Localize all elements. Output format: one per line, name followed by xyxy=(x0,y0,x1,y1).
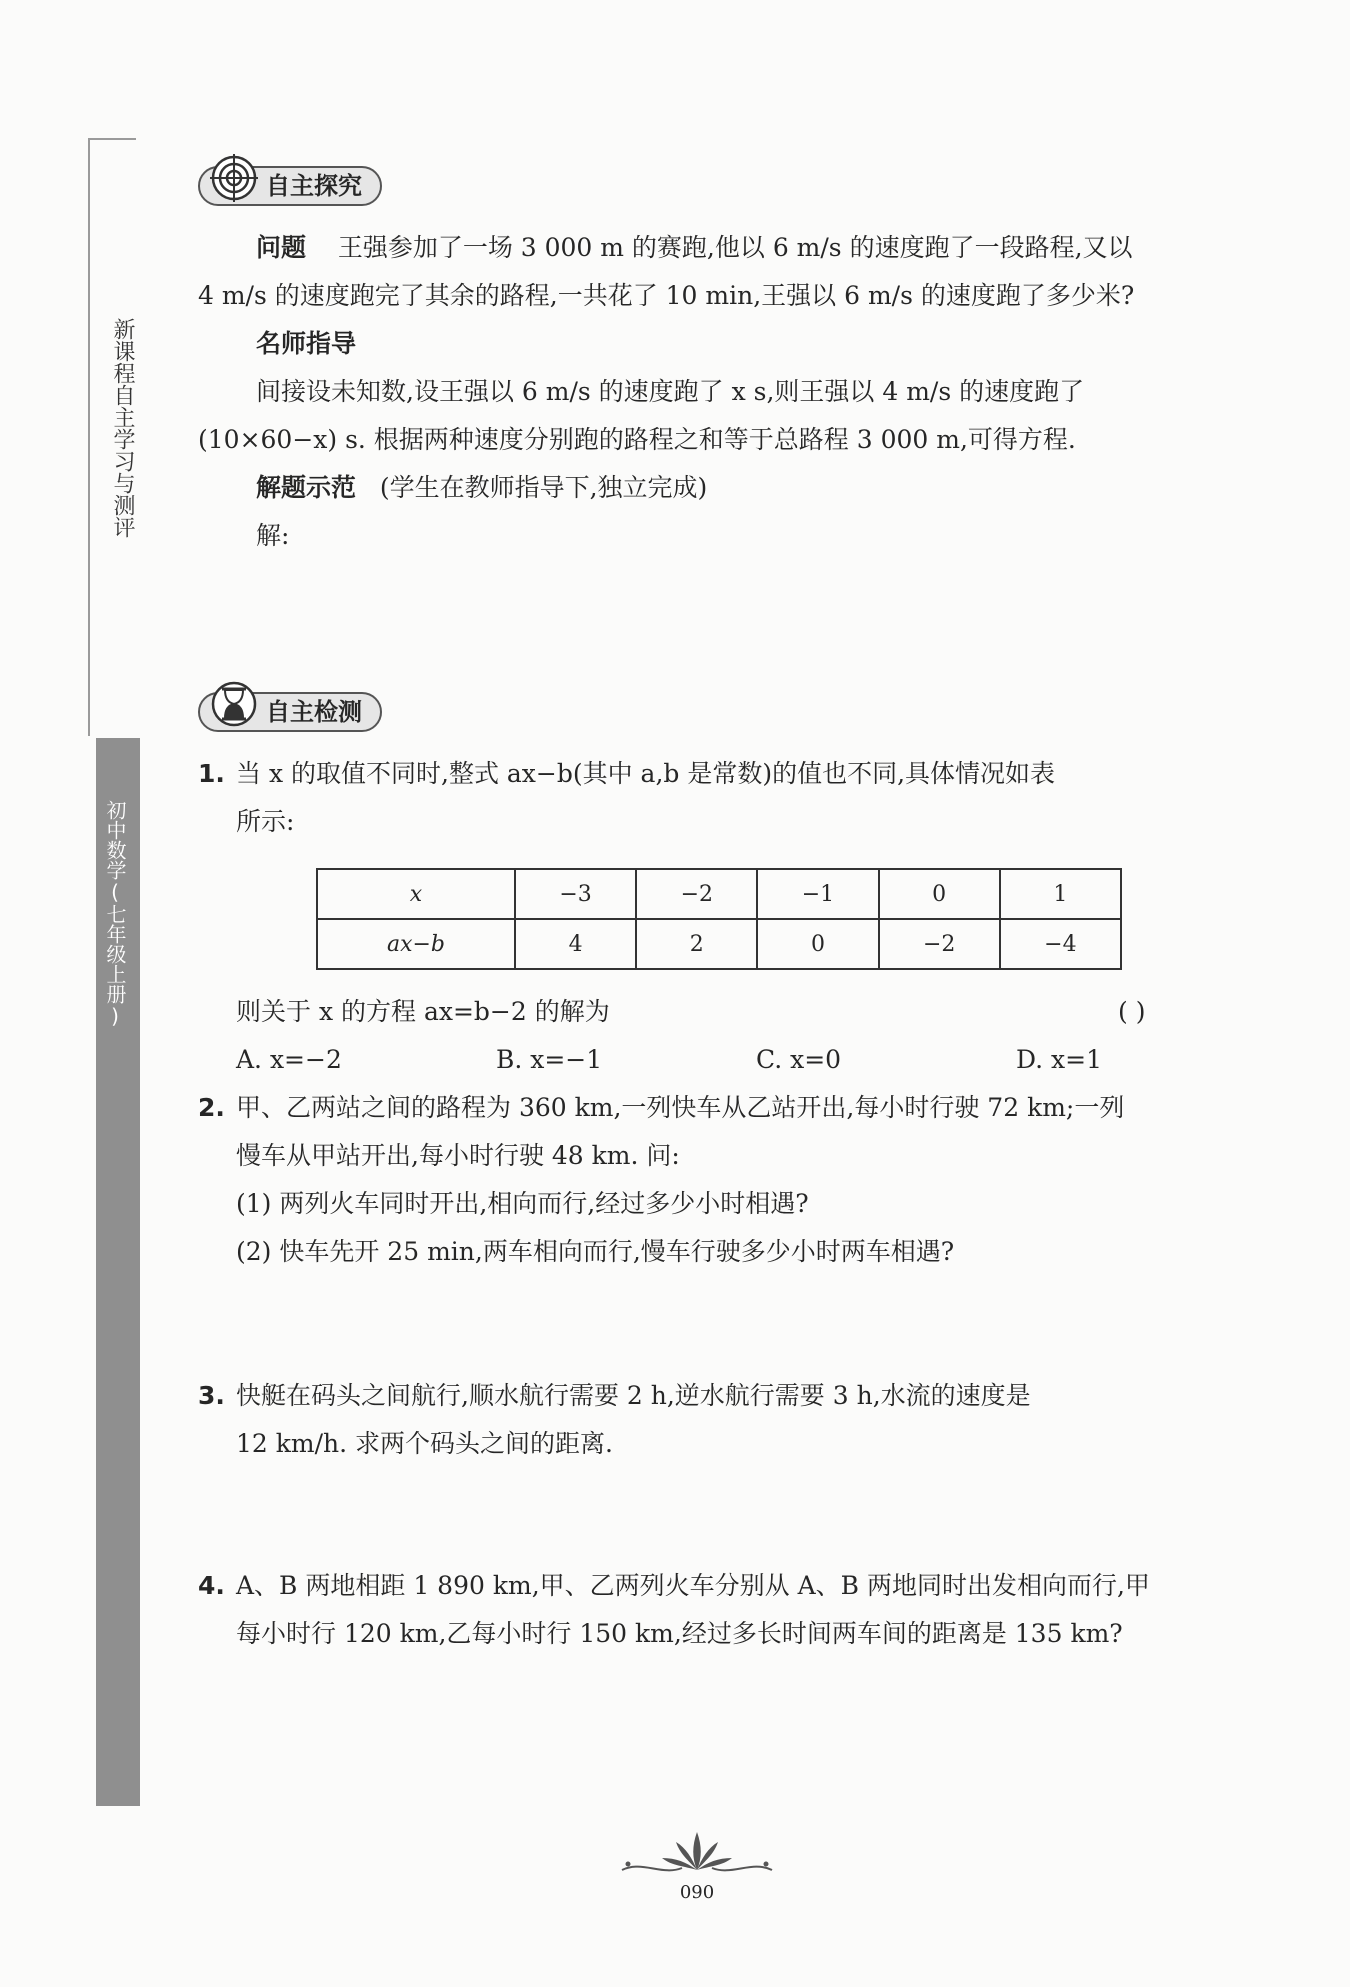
page-number: 090 xyxy=(679,1882,715,1903)
q3-text-line1: 快艇在码头之间航行,顺水航行需要 2 h,逆水航行需要 3 h,水流的速度是 xyxy=(236,1381,1031,1410)
q4-text-line2: 每小时行 120 km,乙每小时行 150 km,经过多长时间两车间的距离是 135 km? xyxy=(236,1619,1123,1648)
q1-option-a: A. x=−2 xyxy=(236,1045,342,1074)
footer-ornament-icon xyxy=(618,1824,776,1882)
section-header-explore xyxy=(198,166,382,206)
section-header-check xyxy=(198,692,382,732)
q4-number: 4. xyxy=(198,1571,225,1600)
q2-text-line2: 慢车从甲站开出,每小时行驶 48 km. 问: xyxy=(236,1141,680,1170)
table-cell: 0 xyxy=(879,869,1000,919)
q1-option-d: D. x=1 xyxy=(1016,1045,1102,1074)
q1-question: 则关于 x 的方程 ax=b−2 的解为 xyxy=(236,997,610,1026)
section-title: 自主探究 xyxy=(266,172,362,200)
solution-label: 解: xyxy=(256,521,290,550)
q1-text-line2: 所示: xyxy=(236,807,295,836)
guide-label: 名师指导 xyxy=(256,329,357,358)
table-cell: −2 xyxy=(636,869,757,919)
guide-text-line2: (10×60−x) s. 根据两种速度分别跑的路程之和等于总路程 3 000 m,可得方程. xyxy=(198,425,1076,454)
q4-text-line1: A、B 两地相距 1 890 km,甲、乙两列火车分别从 A、B 两地同时出发相向而行,甲 xyxy=(236,1571,1150,1600)
sidebar-subject-tab xyxy=(96,738,140,1806)
demo-line xyxy=(256,464,707,512)
sidebar-top-rule xyxy=(88,138,136,140)
q2-sub2: (2) 快车先开 25 min,两车相向而行,慢车行驶多少小时两车相遇? xyxy=(236,1237,955,1266)
q3-number: 3. xyxy=(198,1381,225,1410)
section-title: 自主检测 xyxy=(266,698,362,726)
demo-label: 解题示范 xyxy=(256,473,357,502)
table-cell: −1 xyxy=(757,869,878,919)
guide-text-line1: 间接设未知数,设王强以 6 m/s 的速度跑了 x s,则王强以 4 m/s 的速度跑了 xyxy=(256,377,1085,406)
table-cell: 4 xyxy=(515,919,636,969)
q1-text-line1: 当 x 的取值不同时,整式 ax−b(其中 a,b 是常数)的值也不同,具体情况如表 xyxy=(236,759,1056,788)
table-cell: −2 xyxy=(879,919,1000,969)
q1-answer-bracket: ( ) xyxy=(1118,997,1146,1026)
q1-option-c: C. x=0 xyxy=(756,1045,842,1074)
table-cell: ax−b xyxy=(317,919,515,969)
q2-number: 2. xyxy=(198,1093,225,1122)
table-cell: x xyxy=(317,869,515,919)
sidebar-series-title: 新课程自主学习与测评 xyxy=(110,318,135,538)
hourglass-icon xyxy=(210,680,258,728)
q3-text-line2: 12 km/h. 求两个码头之间的距离. xyxy=(236,1429,613,1458)
table-cell: −4 xyxy=(1000,919,1121,969)
sidebar-subject-label: 初中数学(七年级上册) xyxy=(103,800,127,1028)
q2-text-line1: 甲、乙两站之间的路程为 360 km,一列快车从乙站开出,每小时行驶 72 km;一列 xyxy=(236,1093,1125,1122)
q2-sub1: (1) 两列火车同时开出,相向而行,经过多少小时相遇? xyxy=(236,1189,809,1218)
values-table xyxy=(316,868,1122,970)
table-cell: −3 xyxy=(515,869,636,919)
target-icon xyxy=(210,154,258,202)
table-cell: 0 xyxy=(757,919,878,969)
problem-text-line2: 4 m/s 的速度跑完了其余的路程,一共花了 10 min,王强以 6 m/s 的速度跑了多少米? xyxy=(198,281,1135,310)
table-row xyxy=(317,869,1121,919)
q1-number: 1. xyxy=(198,759,225,788)
table-cell: 2 xyxy=(636,919,757,969)
table-row xyxy=(317,919,1121,969)
problem-label: 问题 xyxy=(256,233,307,262)
demo-note: (学生在教师指导下,独立完成) xyxy=(379,473,708,502)
q1-option-b: B. x=−1 xyxy=(496,1045,603,1074)
problem-paragraph xyxy=(256,224,1133,272)
table-cell: 1 xyxy=(1000,869,1121,919)
problem-text-line1: 王强参加了一场 3 000 m 的赛跑,他以 6 m/s 的速度跑了一段路程,又以 xyxy=(337,233,1133,262)
sidebar-vertical-rule xyxy=(88,138,90,736)
